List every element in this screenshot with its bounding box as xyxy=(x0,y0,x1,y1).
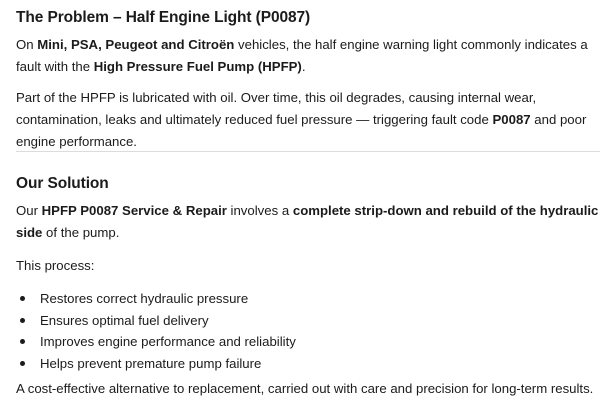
text-fragment: Part of the HPFP is lubricated with oil. Over time, this oil degrades, causing internal wear, contamination, leaks and ultimately reduced fuel pressure — triggering fault code xyxy=(16,90,537,127)
bullet-icon xyxy=(20,361,25,366)
list-item xyxy=(16,331,576,353)
text-fragment: vehicles, the half engine warning light commonly indicates a fault with the xyxy=(16,37,588,74)
text-fragment: of the pump. xyxy=(42,225,120,240)
vehicle-brands: Mini, PSA, Peugeot and Citroën xyxy=(37,37,235,52)
list-item xyxy=(16,288,576,310)
fault-code: P0087 xyxy=(492,112,531,127)
text-fragment: On xyxy=(16,37,38,52)
list-item-text: Ensures optimal fuel delivery xyxy=(40,312,209,328)
problem-paragraph-1 xyxy=(16,34,600,78)
solution-paragraph xyxy=(16,200,600,244)
benefits-list xyxy=(16,288,576,374)
service-name: HPFP P0087 Service & Repair xyxy=(41,203,227,218)
text-fragment: and poor engine performance. xyxy=(16,112,587,149)
text-fragment: . xyxy=(301,59,306,74)
list-item xyxy=(16,353,576,375)
text-fragment: Our xyxy=(16,203,42,218)
list-item-text: Helps prevent premature pump failure xyxy=(40,355,262,371)
bullet-icon xyxy=(20,318,25,323)
problem-heading: The Problem – Half Engine Light (P0087) xyxy=(16,9,311,26)
solution-heading: Our Solution xyxy=(16,175,109,192)
problem-paragraph-2 xyxy=(16,87,600,153)
list-item-text: Restores correct hydraulic pressure xyxy=(40,291,249,306)
rebuild-description: complete strip-down and rebuild of the hydraulic side xyxy=(16,203,599,240)
process-label: This process: xyxy=(16,258,95,273)
section-divider xyxy=(16,151,600,152)
list-item xyxy=(16,310,576,332)
closing-paragraph: A cost-effective alternative to replacement, carried out with care and precision for long-term results. xyxy=(16,381,594,396)
hpfp-term: High Pressure Fuel Pump (HPFP) xyxy=(93,59,302,74)
list-item-text: Improves engine performance and reliability xyxy=(40,334,296,349)
text-fragment: involves a xyxy=(226,203,293,218)
bullet-icon xyxy=(20,339,25,344)
bullet-icon xyxy=(20,296,25,301)
